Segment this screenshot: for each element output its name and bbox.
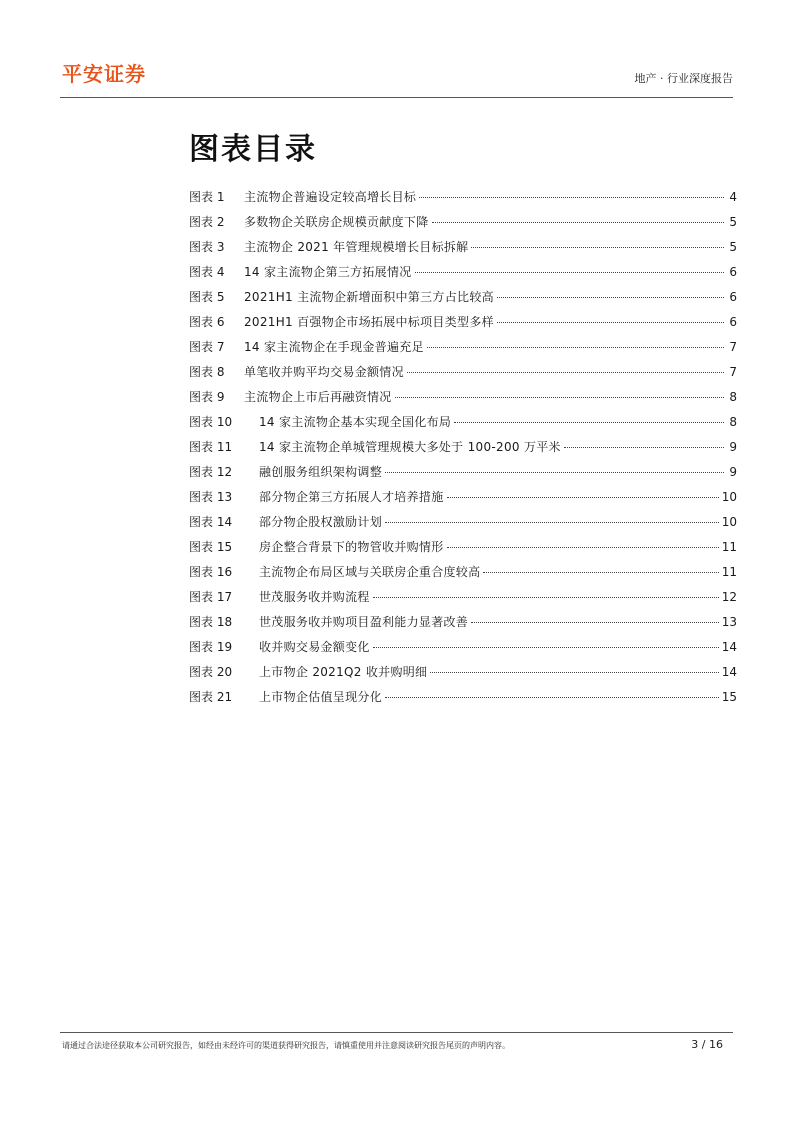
toc-entry-page: 5 [729,215,737,229]
toc-entry-title: 上市物企估值呈现分化 [259,690,383,704]
toc-entry[interactable] [189,614,737,639]
toc-entry[interactable] [189,464,737,489]
toc-entry[interactable] [189,239,737,264]
toc-entry-page: 11 [721,565,737,579]
toc-entry[interactable] [189,264,737,289]
toc-entry-label: 图表 2 [189,215,225,229]
toc-dot-leader [447,547,719,548]
toc-dot-leader [564,447,724,448]
toc-entry[interactable] [189,314,737,339]
toc-entry-page: 10 [721,515,737,529]
toc-entry[interactable] [189,664,737,689]
toc-entry[interactable] [189,189,737,214]
toc-entry-title: 主流物企 2021 年管理规模增长目标拆解 [244,240,469,254]
toc-entry-label: 图表 4 [189,265,225,279]
toc-entry-title: 房企整合背景下的物管收并购情形 [259,540,444,554]
toc-entry[interactable] [189,489,737,514]
toc-entry-title: 多数物企关联房企规模贡献度下降 [244,215,429,229]
toc-entry[interactable] [189,689,737,714]
toc-entry-label: 图表 1 [189,190,225,204]
toc-dot-leader [427,347,724,348]
toc-entry-title: 主流物企普遍设定较高增长目标 [244,190,417,204]
toc-entry-label: 图表 18 [189,615,233,629]
toc-entry-title: 世茂服务收并购项目盈利能力显著改善 [259,615,469,629]
toc-dot-leader [395,397,724,398]
toc-entry[interactable] [189,514,737,539]
toc-entry[interactable] [189,564,737,589]
toc-dot-leader [430,672,718,673]
toc-entry-label: 图表 12 [189,465,233,479]
footer-disclaimer: 请通过合法途径获取本公司研究报告，如经由未经许可的渠道获得研究报告，请慎重使用并注意阅读研究报告尾页的声明内容。 [62,1041,510,1050]
toc-entry-page: 9 [729,465,737,479]
toc-entry-label: 图表 10 [189,415,233,429]
toc-entry-title: 主流物企上市后再融资情况 [244,390,392,404]
toc-dot-leader [454,422,724,423]
toc-entry-label: 图表 19 [189,640,233,654]
toc-entry-title: 世茂服务收并购流程 [259,590,370,604]
toc-entry-title: 14 家主流物企基本实现全国化布局 [259,415,452,429]
toc-entry-page: 13 [721,615,737,629]
toc-entry-title: 主流物企布局区域与关联房企重合度较高 [259,565,481,579]
toc-entry-page: 4 [729,190,737,204]
toc-entry-title: 部分物企股权激励计划 [259,515,383,529]
toc-entry-title: 2021H1 主流物企新增面积中第三方占比较高 [244,290,494,304]
toc-entry-page: 11 [721,540,737,554]
toc-entry[interactable] [189,214,737,239]
toc-entry-label: 图表 5 [189,290,225,304]
toc-entry-page: 6 [729,290,737,304]
toc-entry[interactable] [189,414,737,439]
header-divider [60,97,733,98]
page-number: 3 / 16 [691,1038,723,1051]
toc-entry-page: 10 [721,490,737,504]
toc-entry-title: 2021H1 百强物企市场拓展中标项目类型多样 [244,315,494,329]
page-title: 图表目录 [189,132,317,167]
toc-entry[interactable] [189,439,737,464]
toc-entry-page: 8 [729,415,737,429]
toc-entry[interactable] [189,364,737,389]
toc-entry-page: 6 [729,265,737,279]
toc-entry-label: 图表 15 [189,540,233,554]
toc-dot-leader [471,247,724,248]
toc-entry-label: 图表 6 [189,315,225,329]
toc-entry[interactable] [189,339,737,364]
toc-entry-label: 图表 17 [189,590,233,604]
toc-entry-page: 5 [729,240,737,254]
toc-entry-title: 14 家主流物企第三方拓展情况 [244,265,412,279]
toc-entry-title: 上市物企 2021Q2 收并购明细 [259,665,428,679]
table-of-figures [189,189,737,714]
toc-dot-leader [447,497,719,498]
toc-entry-label: 图表 21 [189,690,233,704]
toc-dot-leader [419,197,724,198]
toc-entry-page: 7 [729,340,737,354]
toc-entry-page: 6 [729,315,737,329]
toc-entry-title: 部分物企第三方拓展人才培养措施 [259,490,444,504]
toc-dot-leader [407,372,724,373]
toc-dot-leader [373,647,719,648]
toc-dot-leader [385,522,719,523]
toc-dot-leader [385,697,719,698]
toc-entry-label: 图表 13 [189,490,233,504]
toc-entry-title: 融创服务组织架构调整 [259,465,383,479]
toc-entry-title: 14 家主流物企在手现金普遍充足 [244,340,424,354]
toc-dot-leader [483,572,718,573]
toc-dot-leader [385,472,724,473]
toc-entry-label: 图表 9 [189,390,225,404]
toc-entry-label: 图表 8 [189,365,225,379]
report-category: 地产 · 行业深度报告 [634,72,733,85]
toc-entry-page: 14 [721,640,737,654]
toc-entry-page: 12 [721,590,737,604]
toc-dot-leader [432,222,724,223]
toc-entry-label: 图表 7 [189,340,225,354]
company-logo: 平安证券 [62,62,146,86]
toc-entry[interactable] [189,639,737,664]
toc-dot-leader [497,322,724,323]
footer-divider [60,1032,733,1033]
toc-entry-label: 图表 11 [189,440,233,454]
toc-dot-leader [373,597,719,598]
toc-entry-title: 14 家主流物企单城管理规模大多处于 100-200 万平米 [259,440,561,454]
toc-entry-page: 9 [729,440,737,454]
toc-entry-label: 图表 14 [189,515,233,529]
toc-entry-title: 收并购交易金额变化 [259,640,370,654]
toc-dot-leader [471,622,719,623]
toc-entry-page: 7 [729,365,737,379]
toc-entry[interactable] [189,589,737,614]
toc-entry-page: 8 [729,390,737,404]
toc-entry-page: 14 [721,665,737,679]
toc-entry-label: 图表 16 [189,565,233,579]
toc-entry[interactable] [189,389,737,414]
toc-entry-label: 图表 3 [189,240,225,254]
toc-entry[interactable] [189,539,737,564]
toc-entry-title: 单笔收并购平均交易金额情况 [244,365,404,379]
toc-entry[interactable] [189,289,737,314]
toc-entry-label: 图表 20 [189,665,233,679]
toc-entry-page: 15 [721,690,737,704]
toc-dot-leader [415,272,724,273]
toc-dot-leader [497,297,724,298]
